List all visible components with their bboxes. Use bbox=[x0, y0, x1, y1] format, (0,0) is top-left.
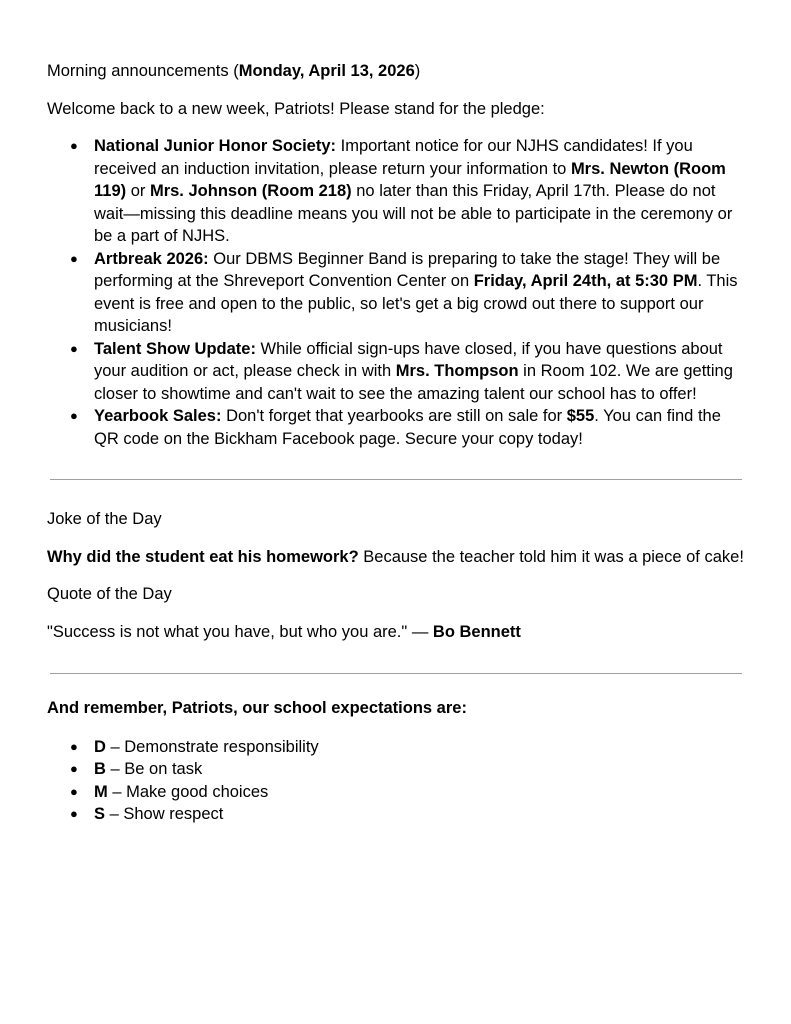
bullet-icon: ● bbox=[70, 806, 78, 821]
expectation-item: ● D – Demonstrate responsibility bbox=[47, 736, 747, 759]
horizontal-divider bbox=[50, 479, 742, 480]
joke-text bbox=[47, 546, 747, 569]
announcement-date: Monday, April 13, 2026 bbox=[238, 62, 415, 80]
announcement-yearbook: ● Yearbook Sales: Don't forget that yearbooks are still on sale for $55. You can find the QR code on the Bickham Facebook page. Secure your copy today! bbox=[70, 407, 721, 448]
announcement-document bbox=[47, 60, 747, 826]
announcement-njhs: ● National Junior Honor Society: Important notice for our NJHS candidates! If you received an induction invitation, please return your information to Mrs. Newton (Room 119) or Mrs. Johnson (Room 218) no later than this Friday, April 17th. Please do not wait—missing this deadline means you will not be able to participate in the ceremony or be a part of NJHS. bbox=[70, 137, 733, 245]
announcement-talent-show: ● Talent Show Update: While official sign-ups have closed, if you have questions about your audition or act, please check in with Mrs. Thompson in Room 102. We are getting closer to showtime and can't wait to see the amazing talent our school has to offer! bbox=[70, 339, 733, 403]
announcement-artbreak: ● Artbreak 2026: Our DBMS Beginner Band is preparing to take the stage! They will be performing at the Shreveport Convention Center on Friday, April 24th, at 5:30 PM. This event is free and open to the public, so let's get a big crowd out there to support our musicians! bbox=[70, 249, 738, 335]
bullet-icon: ● bbox=[70, 340, 78, 356]
announcement-title: Artbreak 2026: bbox=[94, 249, 209, 268]
bullet-icon: ● bbox=[70, 138, 78, 153]
expectations-heading: And remember, Patriots, our school expectations are: bbox=[47, 699, 467, 717]
announcement-title: Yearbook Sales: bbox=[94, 407, 222, 425]
quote-text: "Success is not what you have, but who you are." — Bo Bennett bbox=[47, 622, 521, 641]
bullet-icon: ● bbox=[70, 783, 78, 799]
bullet-icon: ● bbox=[70, 738, 78, 754]
expectation-item: ● S – Show respect bbox=[47, 803, 747, 826]
joke-question: Why did the student eat his homework? bbox=[47, 547, 359, 566]
horizontal-divider bbox=[50, 673, 742, 674]
announcement-title: National Junior Honor Society: bbox=[94, 137, 337, 155]
bullet-icon: ● bbox=[70, 250, 78, 266]
expectation-item: ● M – Make good choices bbox=[47, 781, 747, 804]
welcome-message: Welcome back to a new week, Patriots! Please stand for the pledge: bbox=[47, 99, 545, 118]
expectations-list bbox=[47, 736, 747, 826]
quote-heading: Quote of the Day bbox=[47, 585, 172, 603]
bullet-icon: ● bbox=[70, 408, 78, 423]
joke-heading: Joke of the Day bbox=[47, 510, 162, 528]
bullet-icon: ● bbox=[70, 761, 78, 776]
announcement-title: Talent Show Update: bbox=[94, 339, 256, 358]
quote-author: Bo Bennett bbox=[432, 622, 521, 641]
announcement-date-line: Morning announcements (Monday, April 13, 2026) bbox=[47, 62, 421, 80]
announcements-list bbox=[47, 135, 747, 450]
expectation-item: ● B – Be on task bbox=[47, 758, 747, 781]
joke-answer: Because the teacher told him it was a piece of cake! bbox=[358, 547, 744, 566]
